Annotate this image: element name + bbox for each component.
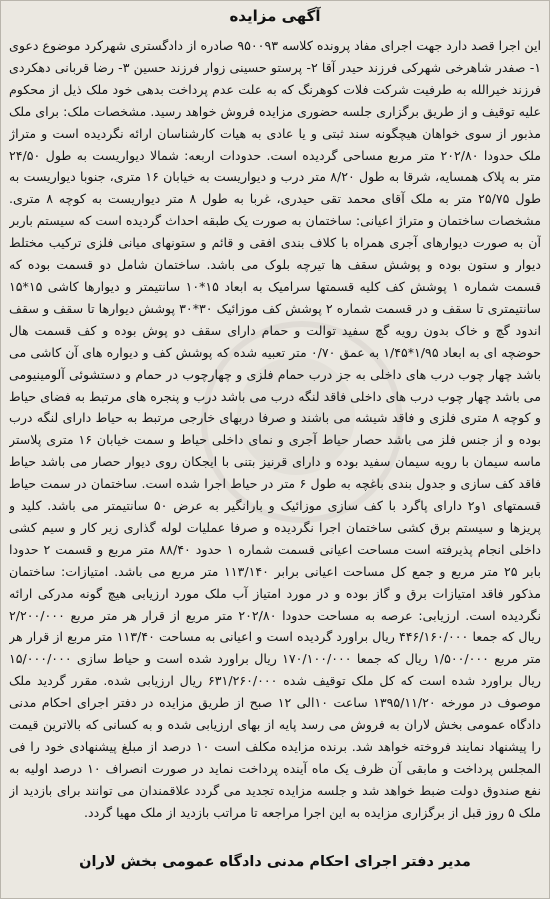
notice-title: آگهی مزایده xyxy=(229,7,321,25)
notice-body: این اجرا قصد دارد جهت اجرای مفاد پرونده کلاسه ۹۵۰۰۹۳ صادره از دادگستری شهرکرد موضوع دعوی ۱- صفدر شاهرخی شهرکی فرزند حیدر آقا ۲- پرستو حسینی زوار فرزند حسین ۳- رضا قربانی دهکردی فرزند خیرالله به طرفیت شرکت فلات کوهرنگ که به علت عدم پرداخت بدهی خود ملک ذیل از محکوم علیه توقیف و از طریق برگزاری جلسه حضوری مزایده فروش خواهد رسید. مشخصات ملک: برای ملک مذبور از سوی خواهان هیچگونه سند ثبتی و یا عادی به هیات کارشناسان ارائه نگردیده است و متراژ ملک حدودا ۲۰۲/۸۰ متر مربع مساحی گردیده است. حدودات اربعه: شمالا دیواریست به طول ۲۴/۵۰ متر به پلاک همسایه، شرقا به طول ۸/۲۰ متر درب و دیواریست به خیابان ۱۶ متری، جنوبا دیواریست به طول ۲۵/۷۵ متر به ملک آقای محمد تقی حیدری، غربا به طول ۸ متر دیواریست به کوچه ۸ متری. مشخصات ساختمان و متراژ اعیانی: ساختمان به صورت یک طبقه احداث گردیده است که سیستم باربر آن به صورت دیوارهای آجری همراه با کلاف بندی افقی و قائم و ستونهای میانی فلزی ترکیب مختلط دیوار و ستون بوده و پوشش سقف ها تیرچه بلوک می باشد. ساختمان شامل دو قسمت بوده که قسمت شماره ۱ پوشش کف کلیه قسمتها سرامیک به ابعاد ۱۵*۱۰ سانتیمتر و دیوارها کاشی ۱۵*۱۵ سانتیمتری تا سقف و در قسمت شماره ۲ پوشش کف موزائیک ۳۰*۳۰ پوشش دیوارها تا سقف و سقف اندود گچ و خاک بدون رویه گچ سفید توالت و حمام دارای سقف دو پوش بوده و کف قسمت هال حوضچه ای به ابعاد ۱/۹۵*۱/۴۵ به عمق ۰/۷۰ متر تعبیه شده که پوشش کف و دیواره های آن کاشی می باشد چهار چوب درب های داخلی به جز درب حمام فلزی و چهارچوب در حمام و دستشوئی آلومینیومی می باشد چهار چوب درب های داخلی فاقد لنگه درب می باشد درب و پنجره های مرتبط به فضای حیاط و کوچه ۸ متری فلزی و فاقد شیشه می باشند و صرفا دربهای خارجی مرتبط به حیاط دارای لنگه درب بوده و از جنس فلز می باشد حصار حیاط آجری و نمای داخلی حیاط و سمت خیابان ۱۶ متری پلاستر ماسه سیمان با رویه سیمان سفید بوده و دارای قرنیز بتنی با ایجکان روی دیوار حصار می باشد حیاط فاقد کف سازی و جدول بندی باغچه به طول ۶ متر در حیاط اجرا شده است. ساختمان در سمت حیاط قسمتهای ۱و۲ دارای پاگرد با کف سازی موزائیک و بارانگیر به عرض ۵۰ سانتیمتر می باشد. کلید و پریزها و سیستم برق کشی ساختمان اجرا نگردیده و صرفا عملیات لوله گذاری زیر کار و سیم کشی داخلی انجام پذیرفته است مساحت اعیانی قسمت شماره ۱ حدود ۸۸/۴۰ متر مربع و قسمت ۲ حدودا بابر ۲۵ متر مربع و جمع کل مساحت اعیانی برابر ۱۱۳/۱۴۰ متر مربع می باشد. امتیازات: ساختمان مذکور فاقد امتیازات برق و گاز بوده و در مورد امتیاز آب ملک مورد ارزیابی هیچ گونه مدرکی ارائه نگردیده است. ارزیابی: عرصه به مساحت حدودا ۲۰۲/۸۰ متر مربع از قرار هر متر مربع ۲/۲۰۰/۰۰۰ ریال که جمعا ۴۴۶/۱۶۰/۰۰۰ ریال براورد گردیده است و اعیانی به مساحت ۱۱۳/۴۰ متر مربع از قرار هر متر مربع ۱/۵۰۰/۰۰۰ ریال که جمعا ۱۷۰/۱۰۰/۰۰۰ ریال براورد شده است و حیاط سازی ۱۵/۰۰۰/۰۰۰ ریال براورد شده است که کل ملک توقیف شده ۶۳۱/۲۶۰/۰۰۰ ریال ارزیابی شده. مقرر گردید ملک موصوف در مورخه ۱۳۹۵/۱۱/۲۰ ساعت ۱۰الی ۱۲ صبح از طریق مزایده در دفتر اجرای احکام مدنی دادگاه عمومی بخش لاران به فروش می رسد پایه از بهای ارزیابی شده و به کسانی که بالاترین قیمت را پیشنهاد نمایند فروخته خواهد شد. برنده مزایده مکلف است ۱۰ درصد از مبلغ پیشنهادی خود را فی المجلس پرداخت و مابقی آن ظرف یک ماه آینده پرداخت نماید در صورت انصراف ۱۰ درصد اولیه به نفع صندوق دولت ضبط خواهد شد و جلسه مزایده تجدید می گردد علاقمندان می توانند برای بازدید از ملک ۵ روز قبل از برگزاری مزایده به این اجرا مراجعه تا مراتب بازدید از ملک مهیا گردد. xyxy=(9,38,541,820)
notice-signature: مدیر دفتر اجرای احکام مدنی دادگاه عمومی بخش لاران xyxy=(79,854,471,870)
